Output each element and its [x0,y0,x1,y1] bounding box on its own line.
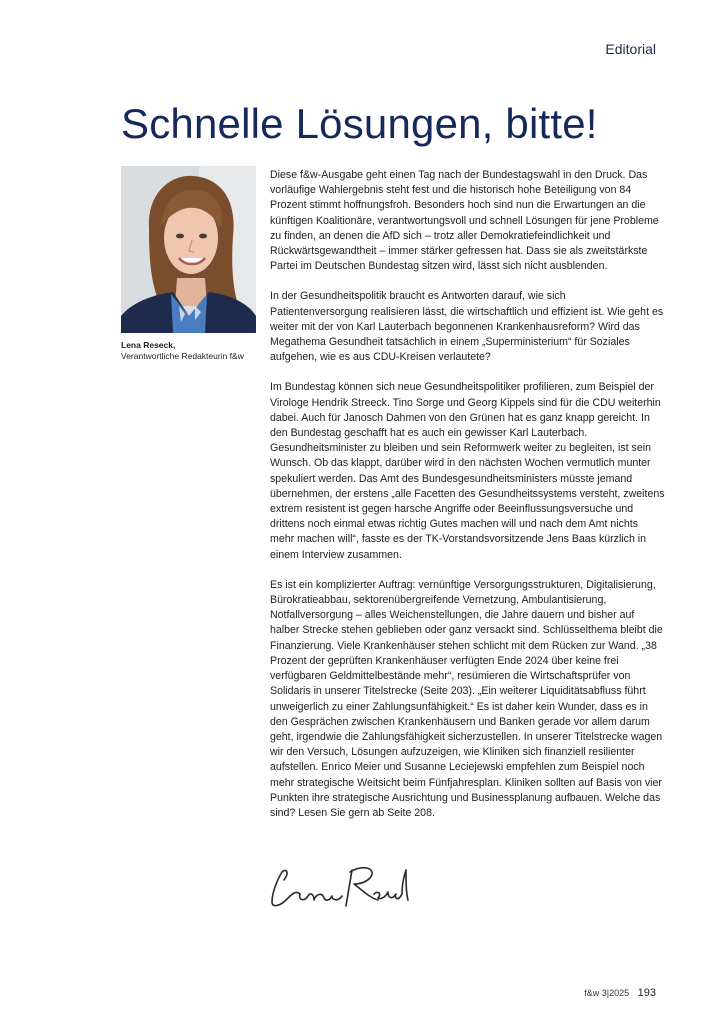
issue-label: f&w 3|2025 [584,988,630,998]
page-footer [584,987,656,999]
author-caption [121,340,261,362]
author-signature [266,860,416,920]
author-portrait [121,166,256,333]
paragraph: Es ist ein komplizierter Auftrag: vernünftige Versorgungsstrukturen, Digitalisierung, Bürokratieabbau, sektorenübergreifende Vernetzung, Ambulantisierung, Notfallversorgung – alles Weichenstellungen, die Jahre dauern und bisher auf halber Strecke stehen geblieben oder ganz versackt sind. Schlüsselthema bleibt die Finanzierung. Viele Krankenhäuser stehen schlicht mit dem Rücken zur Wand. „38 Prozent der geprüften Krankenhäuser verfügten Ende 2024 über keine frei verfügbaren Geldmittelbestände mehr“, resümieren die Wirtschaftsprüfer von Solidaris in unserer Titelstrecke (Seite 203). „Ein weiterer Liquiditätsabfluss führt unweigerlich zu einer Zahlungsunfähigkeit.“ Es ist daher kein Wunder, dass es in den Gesprächen zwischen Krankenhäusern und Banken gerade vor allem darum geht, irgendwie die Zahlungsfähigkeit sicherzustellen. In unserer Titelstrecke wagen wir den Versuch, Lösungen aufzuzeigen, wie Kliniken sich finanziell resilienter aufstellen. Enrico Meier und Susanne Leciejewski empfehlen zum Beispiel noch mehr strategische Weitsicht beim Fünfjahresplan. Kliniken sollten auf Basis von vier Punkten ihre strategische Ausrichtung und Businessplanung aufbauen. Welche das sind? Lesen Sie gern ab Seite 208. [270,578,663,819]
page-number: 193 [637,987,656,999]
paragraph: Diese f&w-Ausgabe geht einen Tag nach der Bundestagswahl in den Druck. Das vorläufige Wahlergebnis steht fest und die historisch hohe Beteiligung von 84 Prozent stimmt hoffnungsfroh. Besonders hoch sind nun die Erwartungen an die künftigen Koalitionäre, verantwortungsvoll und schnell Lösungen für jene Probleme zu finden, an denen die AfD sich – trotz aller Demokratiefeindlichkeit und Rückwärtsgewandtheit – immer stärker gefressen hat. Dass sie als zweitstärkste Partei im Deutschen Bundestag sitzen wird, lässt sich nicht ausblenden. [270,169,659,273]
section-label: Editorial [605,41,656,57]
author-name: Lena Reseck, [121,340,176,350]
article-body [270,168,665,836]
page-title: Schnelle Lösungen, bitte! [121,100,598,147]
paragraph: Im Bundestag können sich neue Gesundheitspolitiker profilieren, zum Beispiel der Virologe Hendrik Streeck. Tino Sorge und Georg Kippels sind für die CDU weiterhin dabei. Auch für Janosch Dahmen von den Grünen hat es ganz knapp gereicht. In den Bundestag geschafft hat es auch ein gewisser Karl Lauterbach. Gesundheitsminister zu bleiben und sein Reformwerk weiter zu begleiten, ist sein Wunsch. Ob das klappt, darüber wird in den nächsten Wochen vermutlich munter spekuliert werden. Das Amt des Bundesgesundheitsministers müsste jemand übernehmen, der erstens „alle Facetten des Gesundheitssystems versteht, zweitens extrem resistent ist gegen harsche Angriffe oder Beeinflussungsversuche und drittens noch einmal etwas richtig Gutes machen will und nach dem Amt nichts mehr machen will“, fasste es der TK-Vorstandsvorsitzende Jens Baas kürzlich in einem Interview zusammen. [270,381,665,561]
paragraph: In der Gesundheitspolitik braucht es Antworten darauf, wie sich Patientenversorgung realisieren lässt, die wirtschaftlich und effizient ist. Wie geht es weiter mit der von Karl Lauterbach begonnenen Krankenhausreform? Wird das Megathema Gesundheit tatsächlich in einem „Superministerium“ für Soziales aufgehen, wie es aus CDU-Kreisen verlautete? [270,290,664,364]
author-role: Verantwortliche Redakteurin f&w [121,351,244,361]
